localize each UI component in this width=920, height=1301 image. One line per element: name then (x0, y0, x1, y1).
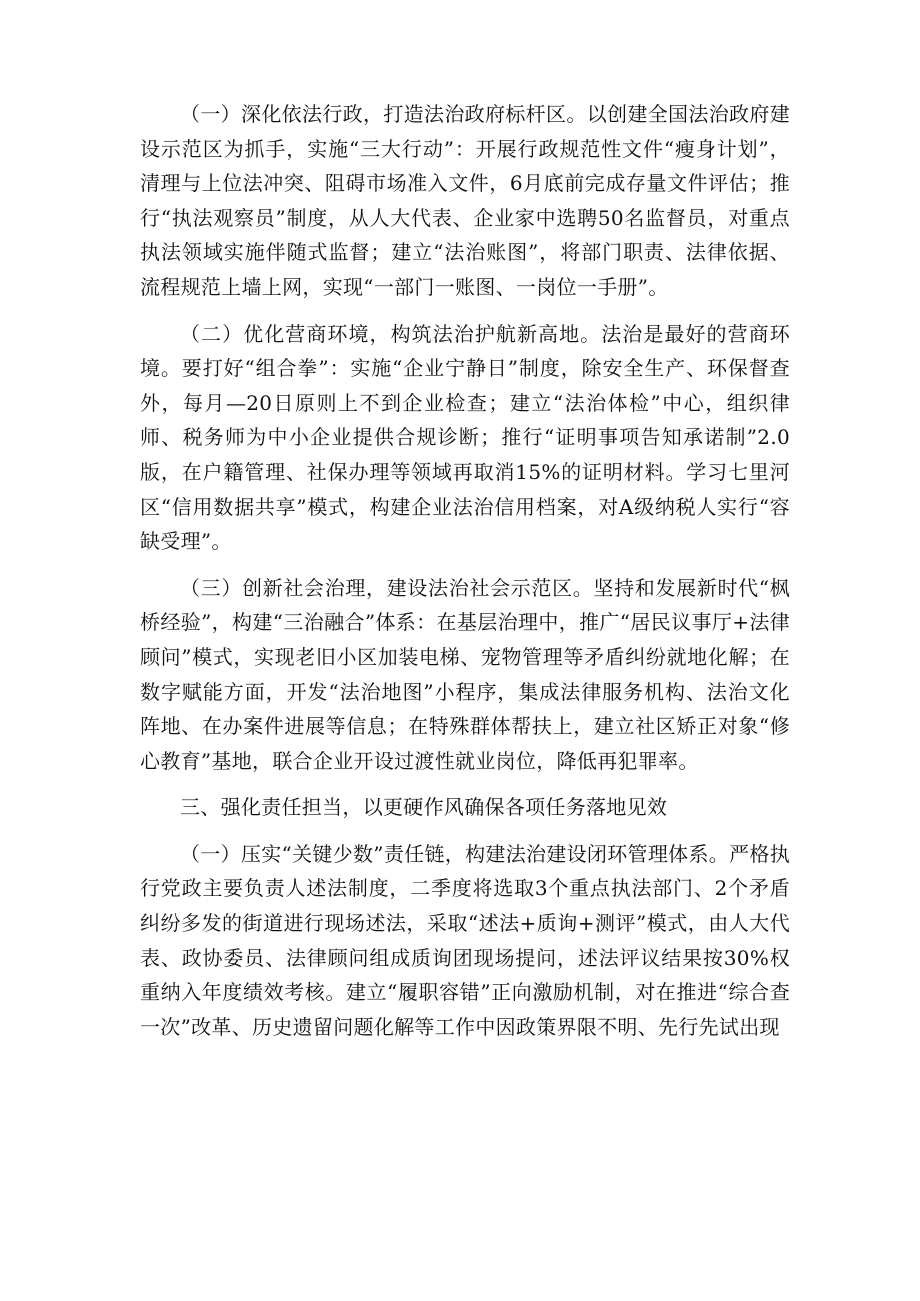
document-page (140, 97, 790, 1056)
paragraph-responsibility-chain: （一）压实“关键少数”责任链，构建法治建设闭环管理体系。严格执行党政主要负责人述法制度，二季度将选取3个重点执法部门、2个矛盾纠纷多发的街道进行现场述法，采取“述法+质询+测评”模式，由人大代表、政协委员、法律顾问组成质询团现场提问，述法评议结果按30%权重纳入年度绩效考核。建立“履职容错”正向激励机制，对在推进“综合查一次”改革、历史遗留问题化解等工作中因政策界限不明、先行先试出现 (140, 841, 790, 1039)
paragraph-social-governance: （三）创新社会治理，建设法治社会示范区。坚持和发展新时代“枫桥经验”，构建“三治融合”体系：在基层治理中，推广“居民议事厅+法律顾问”模式，实现老旧小区加装电梯、宠物管理等矛盾纠纷就地化解；在数字赋能方面，开发“法治地图”小程序，集成法律服务机构、法治文化阵地、在办案件进展等信息；在特殊群体帮扶上，建立社区矫正对象“修心教育”基地，联合企业开设过渡性就业岗位，降低再犯罪率。 (140, 575, 790, 773)
paragraph-law-based-administration: （一）深化依法行政，打造法治政府标杆区。以创建全国法治政府建设示范区为抓手，实施“三大行动”：开展行政规范性文件“瘦身计划”，清理与上位法冲突、阻碍市场准入文件，6月底前完成存量文件评估；推行“执法观察员”制度，从人大代表、企业家中选聘50名监督员，对重点执法领域实施伴随式监督；建立“法治账图”，将部门职责、法律依据、流程规范上墙上网，实现“一部门一账图、一岗位一手册”。 (140, 102, 790, 299)
section-heading-three: 三、强化责任担当，以更硬作风确保各项任务落地见效 (180, 795, 668, 820)
paragraph-business-environment: （二）优化营商环境，构筑法治护航新高地。法治是最好的营商环境。要打好“组合拳”：实施“企业宁静日”制度，除安全生产、环保督查外，每月—20日原则上不到企业检查；建立“法治体检”中心，组织律师、税务师为中小企业提供合规诊断；推行“证明事项告知承诺制”2.0版，在户籍管理、社保办理等领域再取消15%的证明材料。学习七里河区“信用数据共享”模式，构建企业法治信用档案，对A级纳税人实行“容缺受理”。 (140, 321, 790, 554)
